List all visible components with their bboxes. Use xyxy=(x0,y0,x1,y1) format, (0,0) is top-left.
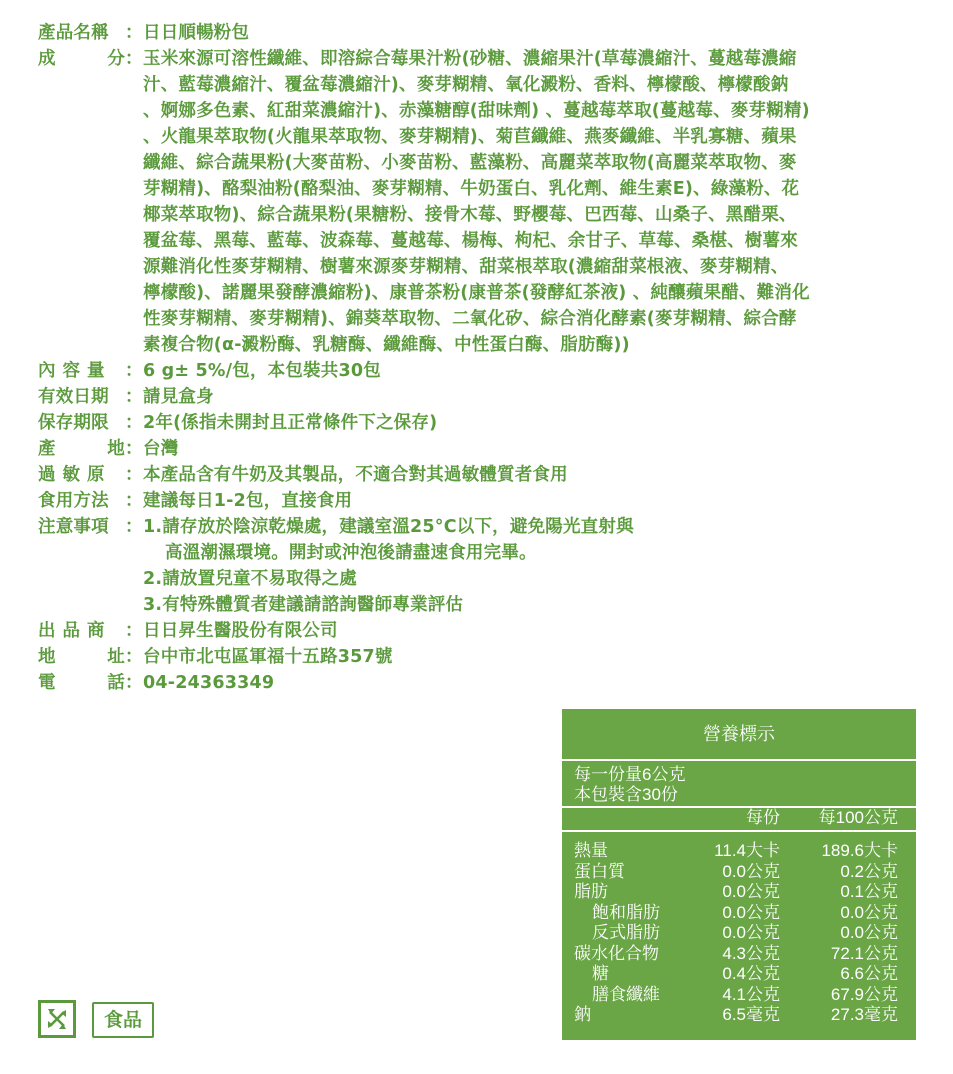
nutrient-per-100g: 0.0公克 xyxy=(840,923,898,942)
origin-label-b: 地 xyxy=(107,439,125,459)
servings-per-pack: 本包裝含30份 xyxy=(574,785,678,804)
colon: ： xyxy=(125,361,143,381)
colon: ： xyxy=(125,647,143,667)
ingredients-row xyxy=(38,46,918,358)
address-label-b: 址 xyxy=(107,647,125,667)
divider xyxy=(562,759,916,761)
origin-row xyxy=(38,436,918,462)
nutrient-per-100g: 0.0公克 xyxy=(840,902,898,922)
note-item: 高溫潮濕環境。開封或沖泡後請盡速食用完畢。 xyxy=(165,543,537,563)
colon: ： xyxy=(125,491,143,511)
nutrient-row xyxy=(562,964,916,984)
origin-label-a: 產 xyxy=(38,439,56,459)
nutrient-row xyxy=(562,882,916,902)
nutrient-name: 脂肪 xyxy=(574,882,608,901)
ingredients-label xyxy=(38,46,125,358)
nutrient-row xyxy=(562,985,916,1005)
address-label-a: 地 xyxy=(38,647,56,667)
colon: ： xyxy=(125,517,143,537)
nutrient-row xyxy=(562,903,916,923)
notes-list xyxy=(143,514,918,618)
product-name-row xyxy=(38,20,918,46)
product-info xyxy=(38,20,918,696)
nutrient-per-serving: 4.3公克 xyxy=(722,943,780,963)
nutrient-name: 膳食纖維 xyxy=(592,984,660,1004)
allergen-label: 過敏原 xyxy=(38,465,112,485)
divider xyxy=(562,830,916,832)
nutrition-title: 營養標示 xyxy=(703,724,775,744)
nutrient-per-serving: 4.1公克 xyxy=(722,984,780,1004)
maker-label: 出品商 xyxy=(38,621,112,641)
colon: ： xyxy=(125,23,143,43)
nutrient-row xyxy=(562,862,916,882)
phone-value: 04-24363349 xyxy=(143,673,275,693)
colon: ： xyxy=(125,413,143,433)
shelf-life-label: 保存期限 xyxy=(38,413,109,433)
nutrient-per-serving: 0.4公克 xyxy=(722,964,780,983)
nutrient-per-serving: 0.0公克 xyxy=(722,923,780,942)
nutrient-row xyxy=(562,841,916,861)
notes-label: 注意事項 xyxy=(38,517,109,537)
expiry-value: 請見盒身 xyxy=(143,387,214,407)
nutrient-per-serving: 6.5毫克 xyxy=(722,1005,780,1024)
nutrient-per-100g: 0.1公克 xyxy=(840,882,898,901)
nutrient-name: 飽和脂肪 xyxy=(592,902,660,922)
product-name: 日日順暢粉包 xyxy=(143,23,250,43)
colon: ： xyxy=(125,465,143,485)
expiry-label: 有效日期 xyxy=(38,387,109,407)
content-row xyxy=(38,358,918,384)
phone-label xyxy=(38,670,125,696)
product-name-label: 產品名稱 xyxy=(38,23,109,43)
nutrient-per-100g: 0.2公克 xyxy=(840,861,898,881)
allergen-value: 本產品含有牛奶及其製品，不適合對其過敏體質者食用 xyxy=(143,465,568,485)
allergen-row xyxy=(38,462,918,488)
colon: ： xyxy=(125,673,143,693)
nutrient-name: 糖 xyxy=(592,964,609,983)
col-per-serving: 每份 xyxy=(746,808,780,827)
phone-row xyxy=(38,670,918,696)
shelf-life-value: 2年(係指未開封且正常條件下之保存) xyxy=(143,413,438,433)
usage-label: 食用方法 xyxy=(38,491,109,511)
address-label xyxy=(38,644,125,670)
nutrient-per-serving: 11.4大卡 xyxy=(714,841,780,860)
nutrient-per-100g: 6.6公克 xyxy=(840,964,898,983)
usage-value: 建議每日1-2包，直接食用 xyxy=(143,491,353,511)
address-row xyxy=(38,644,918,670)
food-label: 食品 xyxy=(92,1002,154,1038)
phone-label-b: 話 xyxy=(107,673,125,693)
colon: ： xyxy=(125,387,143,407)
nutrient-name: 蛋白質 xyxy=(574,861,625,881)
nutrient-per-100g: 72.1公克 xyxy=(830,943,898,963)
recycle-icon xyxy=(38,1000,76,1038)
nutrient-per-serving: 0.0公克 xyxy=(722,902,780,922)
maker-row xyxy=(38,618,918,644)
address-value: 台中市北屯區軍福十五路357號 xyxy=(143,647,393,667)
nutrient-per-100g: 67.9公克 xyxy=(830,984,898,1004)
colon: ： xyxy=(125,49,143,69)
origin-value: 台灣 xyxy=(143,439,179,459)
colon: ： xyxy=(125,621,143,641)
nutrient-name: 碳水化合物 xyxy=(574,943,659,963)
ingredients-label-b: 分 xyxy=(107,49,125,69)
nutrient-row xyxy=(562,1005,916,1025)
notes-row xyxy=(38,514,918,618)
shelf-life-row xyxy=(38,410,918,436)
nutrient-per-100g: 189.6大卡 xyxy=(821,841,898,860)
nutrient-row xyxy=(562,923,916,943)
ingredients-text: 玉米來源可溶性纖維、即溶綜合莓果汁粉(砂糖、濃縮果汁(草莓濃縮汁、蔓越莓濃縮 汁、藍莓濃縮汁、覆盆莓濃縮汁)、麥芽糊精、氧化澱粉、香料、檸檬酸、檸檬酸鈉 、婀娜多色素、紅甜菜濃縮汁)、赤藻糖醇(甜味劑) 、蔓越莓萃取(蔓越莓、麥芽糊精) 、火龍果萃取物(火龍果萃取物、麥芽糊精)、菊苣纖維、燕麥纖維、半乳寡糖、蘋果 纖維、綜合蔬果粉(大麥苗粉、小麥苗粉、藍藻粉、高麗菜萃取物(高麗菜萃取物、麥 芽糊精)、酪梨油粉(酪梨油、麥芽糊精、牛奶蛋白、乳化劑、維生素E)、綠藻粉、花 椰菜萃取物)、綜合蔬果粉(果糖粉、接骨木莓、野櫻莓、巴西莓、山桑子、黑醋栗、 覆盆莓、黑莓、藍莓、波森莓、蔓越莓、楊梅、枸杞、余甘子、草莓、桑椹、樹薯來 源難消化性麥芽糊精、樹薯來源麥芽糊精、甜菜根萃取(濃縮甜菜根液、麥芽糊精、 檸檬酸)、諾麗果發酵濃縮粉)、康普茶粉(康普茶(發酵紅茶液) 、純釀蘋果醋、難消化 性麥芽糊精、麥芽糊精)、錦葵萃取物、二氧化矽、綜合消化酵素(麥芽糊精、綜合酵 素複合物(α-澱粉酶、乳糖酶、纖維酶、中性蛋白酶、脂肪酶)) xyxy=(143,49,810,355)
nutrient-per-serving: 0.0公克 xyxy=(722,861,780,881)
nutrient-name: 反式脂肪 xyxy=(592,923,660,942)
nutrition-panel xyxy=(562,709,916,1040)
usage-row xyxy=(38,488,918,514)
origin-label xyxy=(38,436,125,462)
nutrient-name: 鈉 xyxy=(574,1005,591,1024)
expiry-row xyxy=(38,384,918,410)
nutrient-per-100g: 27.3毫克 xyxy=(830,1005,898,1024)
serving-size: 每一份量6公克 xyxy=(574,765,686,784)
content-label: 內容量 xyxy=(38,361,112,381)
phone-label-a: 電 xyxy=(38,673,56,693)
note-item: 2.請放置兒童不易取得之處 xyxy=(143,569,357,589)
col-per-100g: 每100公克 xyxy=(818,808,898,827)
column-headers xyxy=(562,808,916,828)
colon: ： xyxy=(125,439,143,459)
note-item: 3.有特殊體質者建議請諮詢醫師專業評估 xyxy=(143,595,464,615)
note-item: 1.請存放於陰涼乾燥處，建議室溫25°C以下，避免陽光直射與 xyxy=(143,517,634,537)
ingredients-label-a: 成 xyxy=(38,49,56,69)
content-value: 6 g± 5%/包，本包裝共30包 xyxy=(143,361,381,381)
nutrient-per-serving: 0.0公克 xyxy=(722,882,780,901)
nutrient-row xyxy=(562,944,916,964)
nutrient-name: 熱量 xyxy=(574,841,608,860)
maker-value: 日日昇生醫股份有限公司 xyxy=(143,621,338,641)
